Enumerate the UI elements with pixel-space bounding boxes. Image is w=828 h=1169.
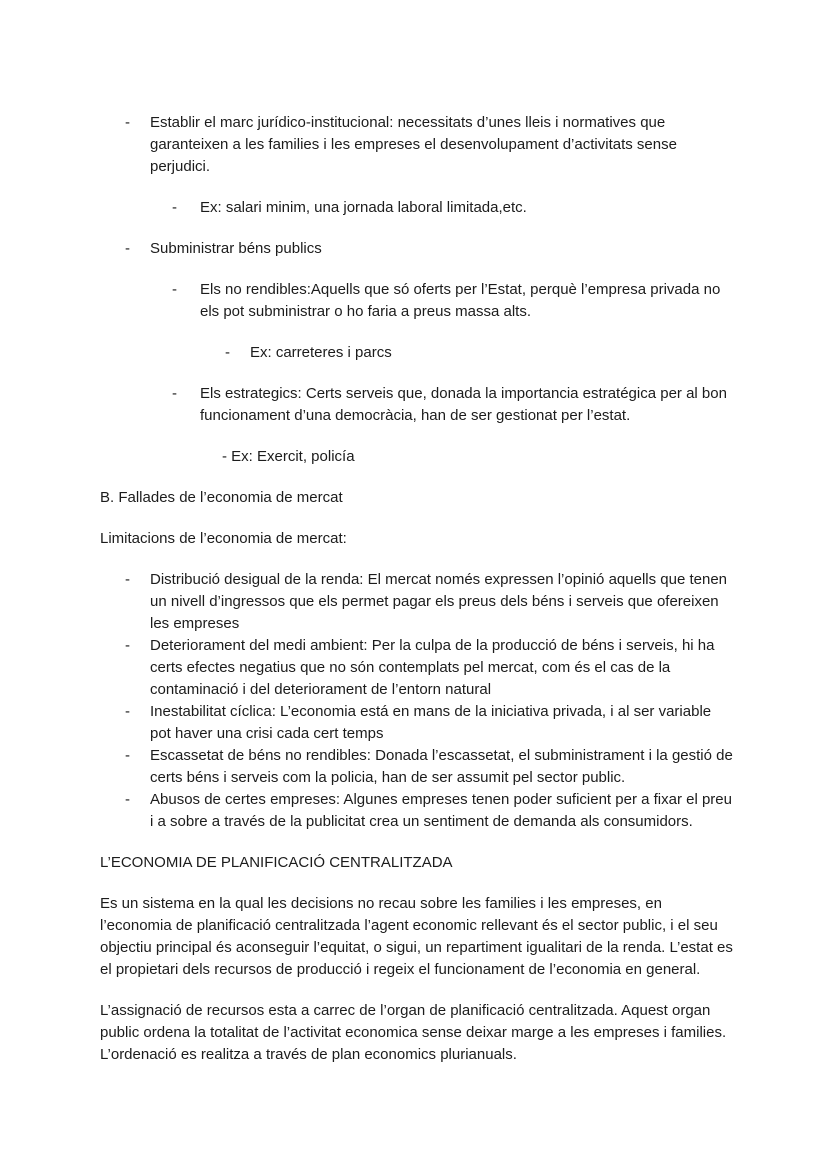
bullet-dash: - <box>125 747 130 764</box>
bullet-item-text: Distribució desigual de la renda: El mercat només expressen l’opinió aquells que tenen un nivell d’ingressos que els permet pagar els preus dels béns i serveis que ofereixen les empreses <box>150 571 728 632</box>
bullet-item-text: Ex: salari minim, una jornada laboral limitada,etc. <box>200 199 527 216</box>
bullet-item <box>125 745 733 789</box>
paragraph: L’assignació de recursos esta a carrec de l’organ de planificació centralitzada. Aquest organ public ordena la totalitat de l’activitat economica sense deixar marge a les empreses i families. L’ordenació es realitza a través de plan economics plurianuals. <box>100 1002 727 1063</box>
sub-bullet-item <box>172 279 733 323</box>
bullet-item <box>125 112 733 178</box>
bullet-dash: - <box>125 571 130 588</box>
bullet-item <box>125 569 733 635</box>
paragraph: Limitacions de l’economia de mercat: <box>100 530 347 547</box>
bullet-dash: - <box>172 385 177 402</box>
bullet-item-text: Ex: carreteres i parcs <box>250 344 392 361</box>
sub-sub-bullet-item <box>225 342 733 364</box>
section-heading: L’ECONOMIA DE PLANIFICACIÓ CENTRALITZADA <box>100 854 453 871</box>
bullet-item <box>125 238 733 260</box>
bullet-item-text: Abusos de certes empreses: Algunes empreses tenen poder suficient per a fixar el preu i a sobre a través de la publicitat crea un sentiment de demanda als consumidors. <box>150 791 732 830</box>
bullet-item <box>125 635 733 701</box>
sub-bullet-item <box>172 383 733 427</box>
bullet-item <box>125 701 733 745</box>
section-subheading: B. Fallades de l’economia de mercat <box>100 489 343 506</box>
bullet-dash: - <box>172 281 177 298</box>
bullet-item-text: Escassetat de béns no rendibles: Donada l’escassetat, el subministrament i la gestió de certs béns i serveis com la policia, han de ser assumit pel sector public. <box>150 747 733 786</box>
bullet-dash: - <box>225 344 230 361</box>
paragraph: Es un sistema en la qual les decisions no recau sobre les families i les empreses, en l’economia de planificació centralitzada l’agent economic rellevant és el sector public, i el seu objectiu principal és aconseguir l’equitat, o sigui, un repartiment igualitari de la renda. L’estat es el propietari dels recursos de producció i regeix el funcionament de l’economia en general. <box>100 895 733 978</box>
bullet-item-text: Inestabilitat cíclica: L’economia está en mans de la iniciativa privada, i al ser variable pot haver una crisi cada cert temps <box>150 703 712 742</box>
bullet-dash: - <box>125 240 130 257</box>
bullet-item-text: Establir el marc jurídico-institucional: necessitats d’unes lleis i normatives que garanteixen a les families i les empreses el desenvolupament d’activitats sense perjudici. <box>150 114 677 175</box>
indented-text-line: - Ex: Exercit, policía <box>222 448 355 465</box>
bullet-dash: - <box>125 791 130 808</box>
bullet-item-text: Deteriorament del medi ambient: Per la culpa de la producció de béns i serveis, hi ha certs efectes negatius que no són contemplats pel mercat, com és el cas de la contaminació i del deteriorament de l’entorn natural <box>150 637 715 698</box>
bullet-dash: - <box>125 114 130 131</box>
bullet-dash: - <box>125 703 130 720</box>
bullet-item-text: Els estrategics: Certs serveis que, donada la importancia estratégica per al bon funcionament d’una democràcia, han de ser gestionat per l’estat. <box>200 385 727 424</box>
bullet-dash: - <box>172 199 177 216</box>
sub-bullet-item <box>172 197 733 219</box>
bullet-item <box>125 789 733 833</box>
bullet-item-text: Els no rendibles:Aquells que só oferts per l’Estat, perquè l’empresa privada no els pot subministrar o ho faria a preus massa alts. <box>200 281 721 320</box>
bullet-dash: - <box>125 637 130 654</box>
bullet-item-text: Subministrar béns publics <box>150 240 322 257</box>
